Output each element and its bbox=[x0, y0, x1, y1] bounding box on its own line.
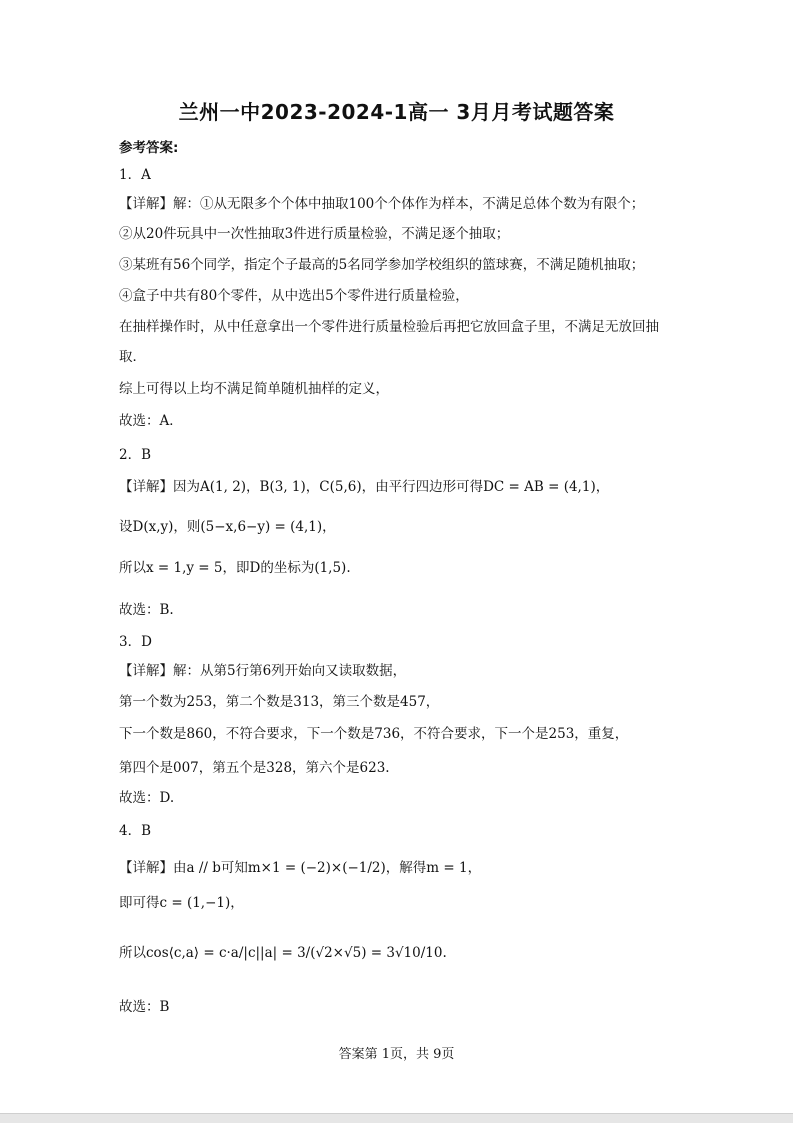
answer-1-label: 1．A bbox=[119, 167, 151, 183]
answer-3-line: 第四个是007，第五个是328，第六个是623. bbox=[119, 760, 390, 776]
answer-4-line: 【详解】由a // b可知m×1 = (−2)×(−1/2)，解得m = 1， bbox=[119, 860, 482, 876]
answer-2-line: 【详解】因为A(1, 2)，B(3, 1)，C(5,6)，由平行四边形可得DC = AB = (4,1)， bbox=[119, 479, 610, 495]
answer-4-line: 所以cos⟨c,a⟩ = c·a/|c||a| = 3/(√2×√5) = 3√10/10. bbox=[119, 945, 447, 961]
answer-3-line: 第一个数为253，第二个数是313，第三个数是457， bbox=[119, 694, 440, 710]
answers-heading: 参考答案: bbox=[119, 140, 179, 156]
answer-1-conclusion: 故选：A． bbox=[119, 413, 183, 429]
answer-1-line: ②从20件玩具中一次性抽取3件进行质量检验，不满足逐个抽取； bbox=[119, 226, 510, 242]
answer-4-line: 即可得c = (1,−1)， bbox=[119, 895, 244, 911]
answer-3-label: 3．D bbox=[119, 634, 152, 650]
answer-4-conclusion: 故选：B bbox=[119, 999, 170, 1015]
answer-1-line: 取． bbox=[119, 349, 146, 365]
answer-1-line: ③某班有56个同学，指定个子最高的5名同学参加学校组织的篮球赛，不满足随机抽取； bbox=[119, 257, 645, 273]
page-title: 兰州一中2023-2024-1高一 3月月考试题答案 bbox=[178, 100, 615, 124]
answer-3-line: 下一个数是860，不符合要求，下一个数是736，不符合要求，下一个是253，重复， bbox=[119, 726, 629, 742]
answer-2-label: 2．B bbox=[119, 447, 152, 463]
answer-3-conclusion: 故选：D. bbox=[119, 790, 175, 806]
page-footer: 答案第 1页，共 9页 bbox=[338, 1047, 455, 1062]
answer-2-line: 所以x = 1,y = 5，即D的坐标为(1,5). bbox=[119, 560, 351, 576]
answer-3-line: 【详解】解：从第5行第6列开始向又读取数据， bbox=[119, 663, 407, 679]
answer-2-conclusion: 故选：B. bbox=[119, 602, 174, 618]
answer-1-line: 在抽样操作时，从中任意拿出一个零件进行质量检验后再把它放回盒子里，不满足无放回抽 bbox=[119, 319, 659, 335]
answer-1-line: ④盒子中共有80个零件，从中选出5个零件进行质量检验， bbox=[119, 288, 469, 304]
answer-1-line: 【详解】解：①从无限多个个体中抽取100个个体作为样本，不满足总体个数为有限个； bbox=[119, 196, 645, 212]
answer-1-line: 综上可得以上均不满足简单随机抽样的定义， bbox=[119, 381, 389, 397]
answer-2-line: 设D(x,y)，则(5−x,6−y) = (4,1)， bbox=[119, 519, 336, 535]
answer-4-label: 4．B bbox=[119, 823, 152, 839]
